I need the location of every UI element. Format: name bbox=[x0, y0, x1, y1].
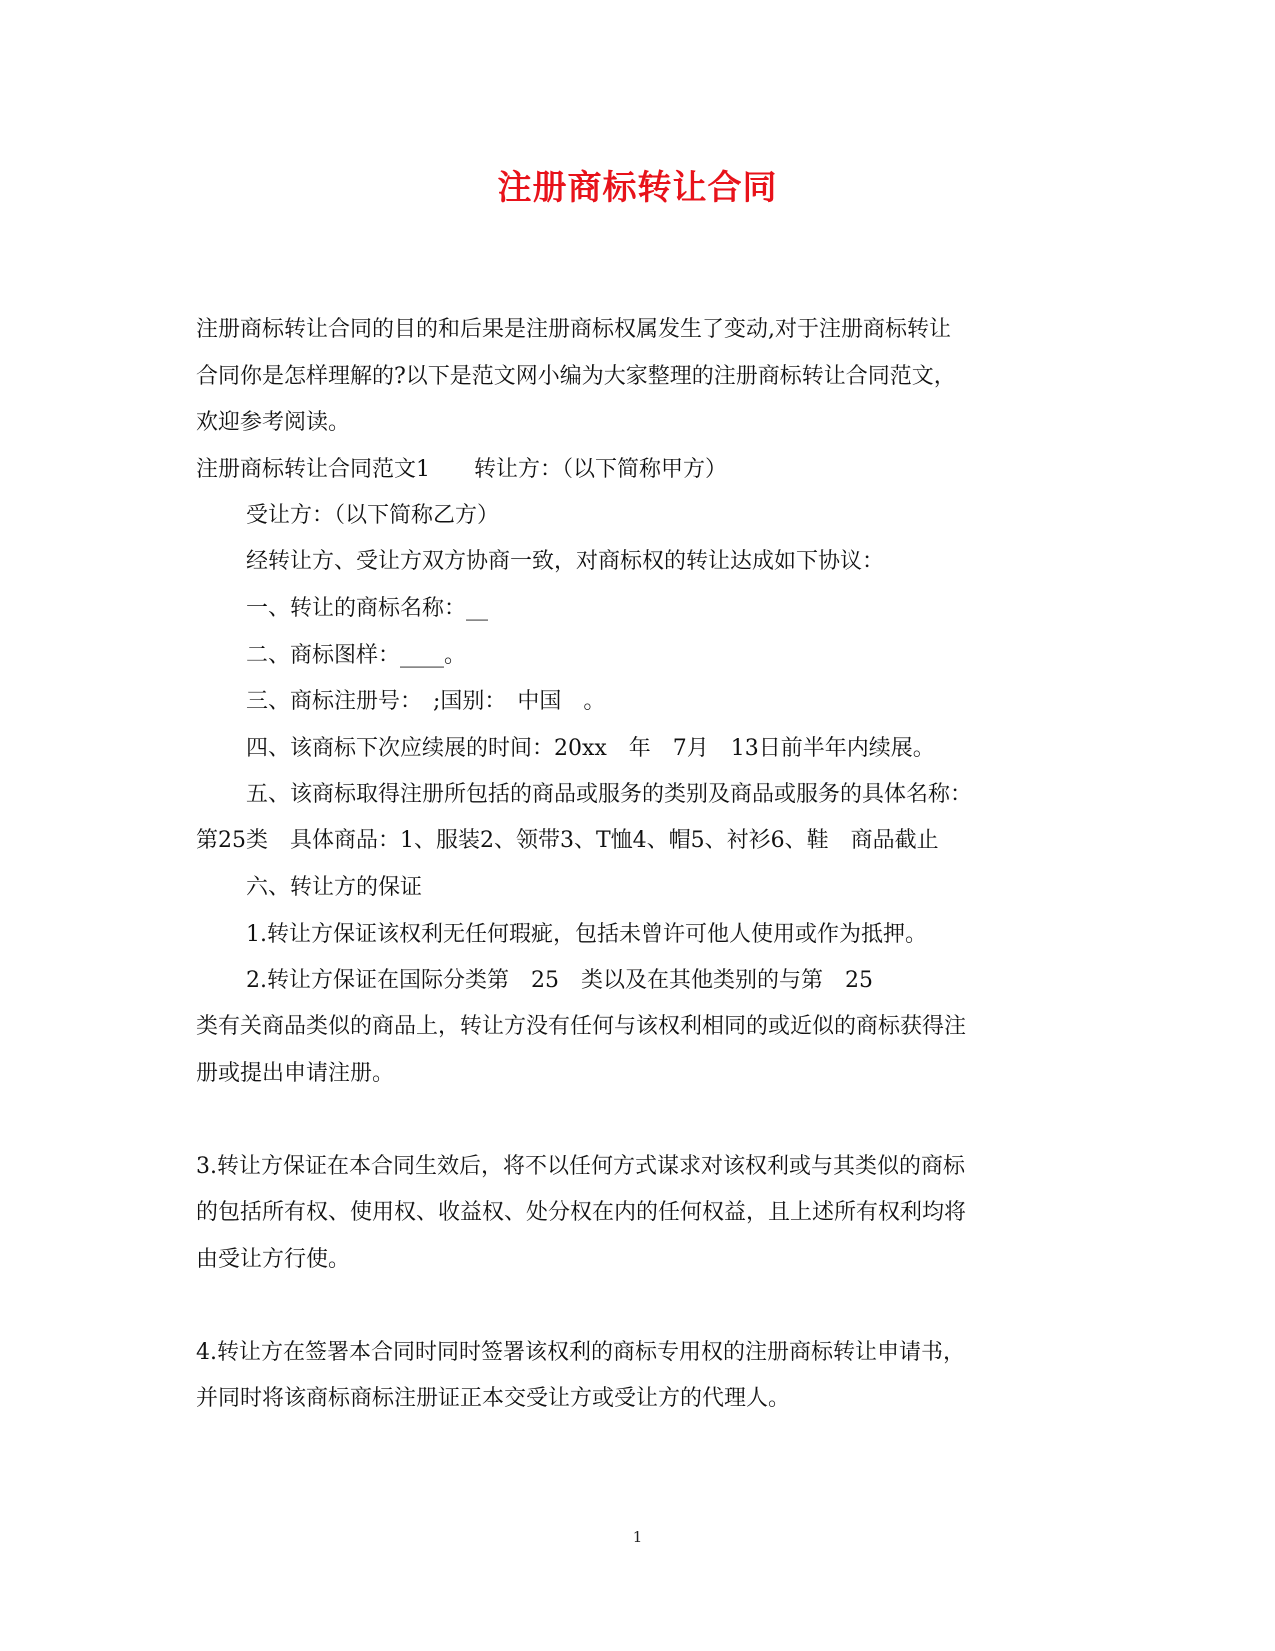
text-line: 六、转让方的保证 bbox=[246, 875, 423, 900]
text-line: 注册商标转让合同的目的和后果是注册商标权属发生了变动,对于注册商标转让 bbox=[196, 317, 951, 342]
text-line: 合同你是怎样理解的?以下是范文网小编为大家整理的注册商标转让合同范文， bbox=[196, 364, 956, 389]
text-line: 类有关商品类似的商品上，转让方没有任何与该权利相同的或近似的商标获得注 bbox=[196, 1014, 967, 1039]
text-line: 的包括所有权、使用权、收益权、处分权在内的任何权益，且上述所有权利均将 bbox=[196, 1200, 967, 1225]
text-line: 注册商标转让合同范文1 转让方：（以下简称甲方） bbox=[196, 457, 727, 482]
page-number: 1 bbox=[632, 1528, 643, 1546]
text-line: 4.转让方在签署本合同时同时签署该权利的商标专用权的注册商标转让申请书， bbox=[196, 1340, 965, 1365]
text-line: 经转让方、受让方双方协商一致，对商标权的转让达成如下协议： bbox=[246, 549, 885, 574]
text-line: 并同时将该商标商标注册证正本交受让方或受让方的代理人。 bbox=[196, 1386, 791, 1411]
document-title: 注册商标转让合同 bbox=[497, 168, 778, 208]
text-line: 欢迎参考阅读。 bbox=[196, 410, 351, 435]
text-line: 五、该商标取得注册所包括的商品或服务的类别及商品或服务的具体名称： bbox=[246, 782, 973, 807]
text-line: 受让方：（以下简称乙方） bbox=[246, 503, 500, 528]
text-line: 2.转让方保证在国际分类第 25 类以及在其他类别的与第 25 bbox=[246, 968, 873, 993]
text-line: 二、商标图样：____。 bbox=[246, 643, 467, 668]
text-line: 第25类 具体商品：1、服装2、领带3、T恤4、帽5、衬衫6、鞋 商品截止 bbox=[196, 828, 939, 853]
text-line: 三、商标注册号： ;国别： 中国 。 bbox=[246, 689, 606, 714]
text-line: 1.转让方保证该权利无任何瑕疵，包括未曾许可他人使用或作为抵押。 bbox=[246, 922, 927, 947]
text-line: 由受让方行使。 bbox=[196, 1247, 351, 1272]
text-line: 3.转让方保证在本合同生效后，将不以任何方式谋求对该权利或与其类似的商标 bbox=[196, 1154, 965, 1179]
text-line: 一、转让的商标名称：__ bbox=[246, 596, 489, 621]
text-line: 四、该商标下次应续展的时间：20xx 年 7月 13日前半年内续展。 bbox=[246, 736, 935, 761]
text-line: 册或提出申请注册。 bbox=[196, 1061, 395, 1086]
